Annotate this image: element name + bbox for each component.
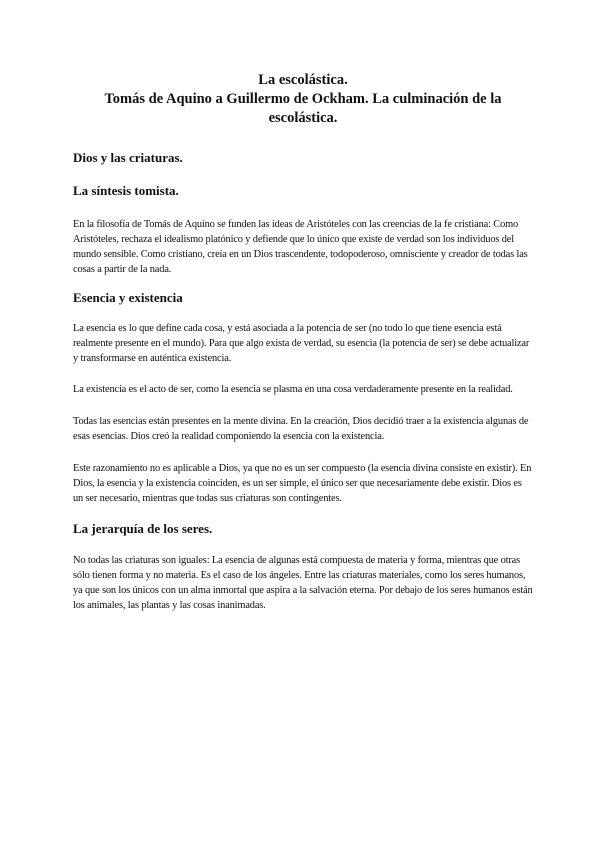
- paragraph-esencia: La esencia es lo que define cada cosa, y está asociada a la potencia de ser (no todo lo que tiene esencia está realmente presente en el mundo). Para que algo exista de verdad, su esencia (la potencia de ser) se debe actualizar y transformarse en auténtica existencia.: [73, 323, 530, 364]
- document-title: [73, 71, 533, 128]
- subsection-heading-esencia: Esencia y existencia: [73, 290, 183, 305]
- subsection-heading-sintesis: La síntesis tomista.: [73, 183, 179, 198]
- section-heading-jerarquia: La jerarquía de los seres.: [73, 521, 213, 536]
- paragraph-dios-simple: Este razonamiento no es aplicable a Dios, ya que no es un ser compuesto (la esencia divina consiste en existir). En Dios, la esencia y la existencia coinciden, es un ser simple, el único ser que necesariamente debe existir. Dios es un ser necesario, mientras que todas sus criaturas son contingentes.: [73, 463, 532, 504]
- title-line-1: La escolástica.: [258, 72, 348, 88]
- title-line-2: Tomás de Aquino a Guillermo de Ockham. La culminación de la escolástica.: [104, 91, 502, 126]
- paragraph-sintesis: En la filosofía de Tomás de Aquino se funden las ideas de Aristóteles con las creencias de la fe cristiana: Como Aristóteles, rechaza el idealismo platónico y defiende que lo único que existe de verdad son los individuos del mundo sensible. Como cristiano, creía en un Dios trascendente, todopoderoso, omnisciente y creador de todas las cosas a partir de la nada.: [73, 219, 528, 275]
- paragraph-jerarquia: No todas las criaturas son iguales: La esencia de algunas está compuesta de materia y forma, mientras que otras sólo tienen forma y no materia. Es el caso de los ángeles. Entre las criaturas materiales, como los seres humanos, ya que son los únicos con un alma inmortal que aspira a la salvación eterna. Por debajo de los seres humanos están los animales, las plantas y las cosas inanimadas.: [73, 555, 533, 611]
- paragraph-mente-divina: Todas las esencias están presentes en la mente divina. En la creación, Dios decidió traer a la existencia algunas de esas esencias. Dios creó la realidad componiendo la esencia con la existencia.: [73, 416, 529, 442]
- document-page: [73, 71, 533, 613]
- paragraph-existencia: La existencia es el acto de ser, como la esencia se plasma en una cosa verdaderamente presente en la realidad.: [73, 384, 513, 395]
- section-heading-dios: Dios y las criaturas.: [73, 150, 183, 165]
